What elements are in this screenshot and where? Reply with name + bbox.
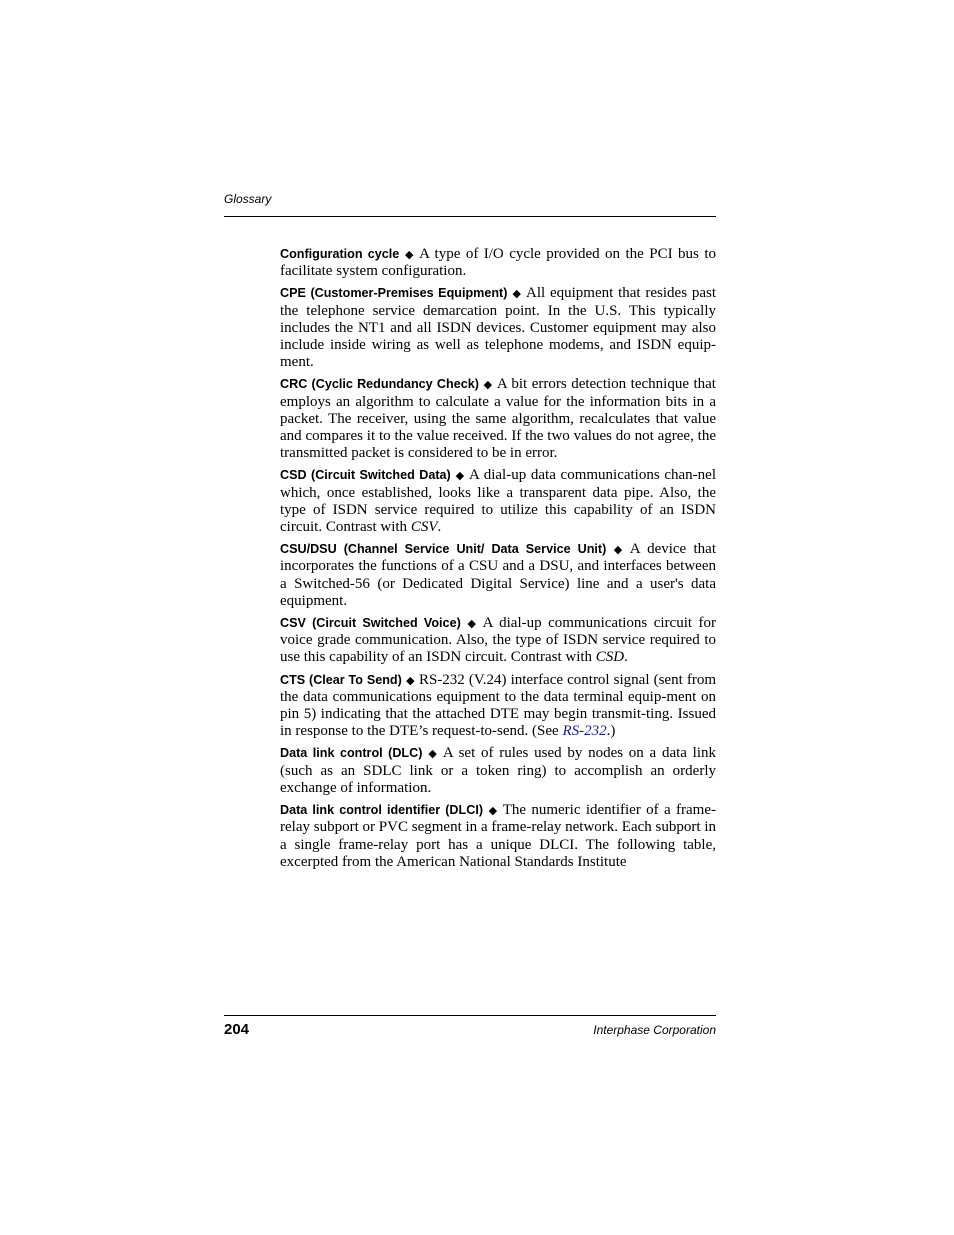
entry-term: CRC (Cyclic Redundancy Check) xyxy=(280,377,479,392)
cross-reference: CSD xyxy=(595,649,625,666)
diamond-bullet-icon: ◆ xyxy=(610,543,626,557)
company-name: Interphase Corporation xyxy=(593,1023,716,1037)
entry-term: CSD (Circuit Switched Data) xyxy=(280,468,451,483)
diamond-bullet-icon: ◆ xyxy=(482,378,493,392)
diamond-bullet-icon: ◆ xyxy=(487,804,499,818)
entry-definition: A type of I/O cycle provided on the PCI bus to facilitate system configuration. xyxy=(280,246,716,280)
entry-term: CSV (Circuit Switched Voice) xyxy=(280,616,461,631)
entry-definition: A dial-up communications circuit for voice grade communication. Also, the type of ISDN service required to use this capability of an ISDN circuit. Contrast with xyxy=(280,615,716,666)
glossary-entry xyxy=(280,802,716,871)
entry-term: Data link control identifier (DLCI) xyxy=(280,803,484,818)
glossary-entry xyxy=(280,285,716,371)
diamond-bullet-icon: ◆ xyxy=(426,747,439,761)
entry-definition: The numeric identifier of a frame-relay subport or PVC segment in a frame-relay network. Each subport in a single frame-relay port has a unique DLCI. The following table, excerpted from the American National Standards Institute xyxy=(280,802,716,870)
glossary-entry xyxy=(280,672,716,741)
entry-term: CSU/DSU (Channel Service Unit/ Data Service Unit) xyxy=(280,542,607,557)
glossary-entry xyxy=(280,615,716,667)
entry-definition: A dial-up data communications chan-nel which, once established, looks like a transparent data pipe. Also, the type of ISDN service required to utilize this capability of an ISDN circuit. Contrast with xyxy=(280,467,716,536)
rs232-link[interactable]: RS-232 xyxy=(562,723,607,740)
glossary-entry xyxy=(280,246,716,280)
header-rule xyxy=(224,216,716,217)
glossary-entry xyxy=(280,745,716,797)
entry-term: CPE (Customer-Premises Equipment) xyxy=(280,286,508,301)
cross-reference: CSV xyxy=(410,519,438,536)
diamond-bullet-icon: ◆ xyxy=(405,673,415,687)
running-head-title: Glossary xyxy=(224,192,272,206)
entry-definition: A set of rules used by nodes on a data link (such as an SDLC link or a token ring) to accomplish an orderly exchange of information. xyxy=(280,745,716,796)
diamond-bullet-icon: ◆ xyxy=(511,287,522,301)
entry-definition: A bit errors detection technique that employs an algorithm to calculate a value for the information bits in a packet. The receiver, using the same algorithm, recalculates that value and compares it to the value received. If the two values do not agree, the transmitted packet is considered to be in error. xyxy=(280,376,716,462)
glossary-entry xyxy=(280,541,716,610)
entry-term: CTS (Clear To Send) xyxy=(280,672,402,687)
diamond-bullet-icon: ◆ xyxy=(464,617,479,631)
entry-term: Data link control (DLC) xyxy=(280,746,423,761)
diamond-bullet-icon: ◆ xyxy=(454,469,466,483)
glossary-entries xyxy=(280,246,716,876)
glossary-entry xyxy=(280,376,716,462)
footer-rule xyxy=(224,1015,716,1016)
entry-definition: A device that incorporates the functions of a CSU and a DSU, and interfaces between a Switched-56 (or Dedicated Digital Service) line and a user's data equipment. xyxy=(280,541,716,609)
entry-definition: RS-232 (V.24) interface control signal (sent from the data communications equipment to the data terminal equip-ment on pin 5) indicating that the attached DTE may begin transmit-ting. Issued in response to the DTE’s request-to-send. (See xyxy=(280,671,716,740)
entry-definition: All equipment that resides past the telephone service demarcation point. In the U.S. This typically includes the NT1 and all ISDN devices. Customer equipment may also include inside wiring as well as telephone modems, and ISDN equip-ment. xyxy=(280,285,716,371)
entry-suffix: .) xyxy=(606,723,616,740)
entry-suffix: . xyxy=(437,519,442,536)
diamond-bullet-icon: ◆ xyxy=(403,248,416,261)
glossary-entry xyxy=(280,467,716,536)
entry-suffix: . xyxy=(624,649,628,666)
entry-term: Configuration cycle xyxy=(280,247,400,261)
page-number: 204 xyxy=(224,1021,250,1038)
